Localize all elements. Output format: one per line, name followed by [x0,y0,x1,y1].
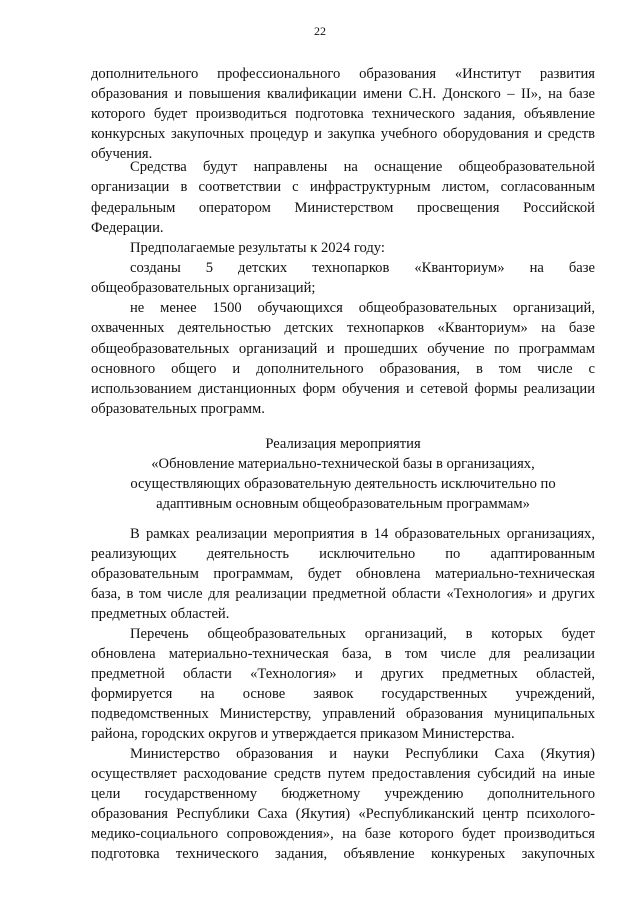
text-line: образовательным программам, будет обновлена материально-техническая [91,566,595,582]
text-line: образования Республики Саха (Якутия) «Республиканский центр психолого- [91,806,595,822]
text-line: Федерации. [91,220,164,236]
heading-line: «Обновление материально-технической базы в организациях, [151,456,535,472]
text-line: которого будет производиться подготовка технического задания, объявление [91,106,595,122]
text-line: района, городских округов и утверждается приказом Министерства. [91,726,515,742]
text-line: формируется на основе заявок государственных учреждений, [91,686,595,702]
text-line: федеральным оператором Министерством просвещения Российской [91,200,595,216]
text-line: обновлена материально-техническая база, в том числе для реализации [91,646,595,662]
text-line: организации в соответствии с инфраструктурным листом, согласованным [91,179,595,195]
text-line: дополнительного профессионального образования «Институт развития [91,66,595,82]
text-line: использованием дистанционных форм обучения и сетевой формы реализации [91,381,595,397]
text-line: обучения. [91,146,153,162]
text-line: Предполагаемые результаты к 2024 году: [130,240,385,256]
text-line: созданы 5 детских технопарков «Кванториум» на базе [130,260,595,276]
text-line: образовательных программ. [91,401,265,417]
text-line: реализующих деятельность исключительно по адаптированным [91,546,595,562]
text-line: Перечень общеобразовательных организаций, в которых будет [130,626,595,642]
text-line: общеобразовательных организаций; [91,280,316,296]
page-number: 22 [314,24,326,38]
text-line: Средства будут направлены на оснащение общеобразовательной [130,159,595,175]
text-line: В рамках реализации мероприятия в 14 образовательных организациях, [130,526,595,542]
text-line: общеобразовательных организаций и прошедших обучение по программам [91,341,595,357]
text-line: образования и повышения квалификации имени С.Н. Донского – II», на базе [91,86,595,102]
text-line: медико-социального сопровождения», на базе которого будет производиться [91,826,595,842]
text-line: предметной области «Технология» и других предметных областей, [91,666,595,682]
heading-line: осуществляющих образовательную деятельность исключительно по [130,476,556,492]
text-line: цели государственному бюджетному учреждению дополнительного [91,786,595,802]
heading-line: Реализация мероприятия [265,436,421,452]
text-line: осуществляет расходование средств путем предоставления субсидий на иные [91,766,595,782]
text-line: конкурсных закупочных процедур и закупка учебного оборудования и средств [91,126,595,142]
text-line: база, в том числе для реализации предметной области «Технология» и других [91,586,595,602]
text-line: не менее 1500 обучающихся общеобразовательных организаций, [130,300,595,316]
heading-line: адаптивным основным общеобразовательным программам» [156,496,530,512]
text-line: охваченных деятельностью детских технопарков «Кванториум» на базе [91,320,595,336]
text-line: предметных областей. [91,606,230,622]
text-line: подготовка технического задания, объявление конкуреных закупочных [91,846,595,862]
text-line: основного общего и дополнительного образования, в том числе с [91,361,595,377]
text-line: подведомственных Министерству, управлений образования муниципальных [91,706,595,722]
text-line: Министерство образования и науки Республики Саха (Якутия) [130,746,595,762]
